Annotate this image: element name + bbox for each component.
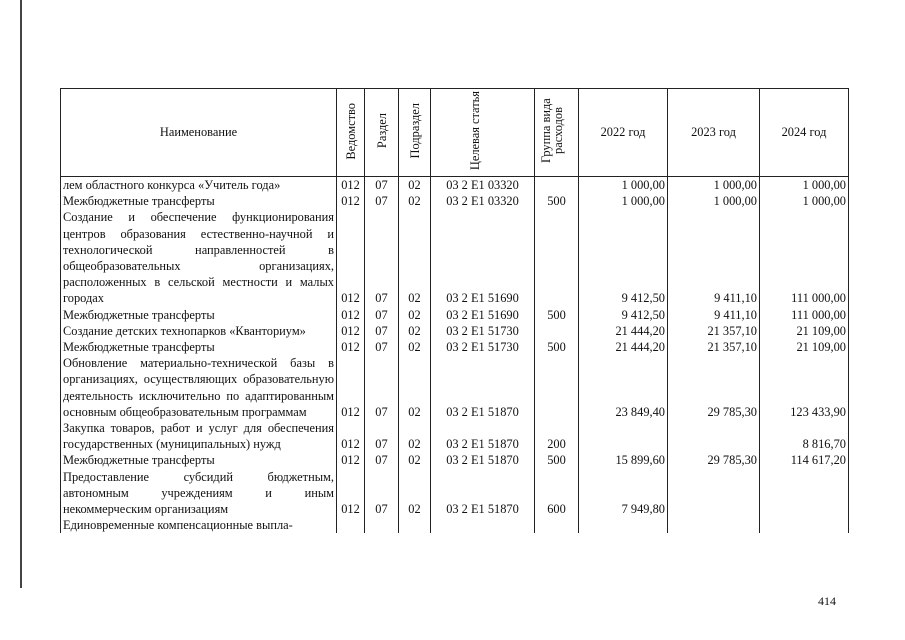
row-dept-cell: 012 xyxy=(337,177,365,194)
row-subsection-cell: 02 xyxy=(399,177,431,194)
row-2022-cell: 21 444,20 xyxy=(579,339,668,355)
row-dept-cell: 012 xyxy=(337,323,365,339)
row-name-cell: Межбюджетные трансферты xyxy=(61,307,337,323)
row-2022-cell: 21 444,20 xyxy=(579,323,668,339)
row-name-cell: Межбюджетные трансферты xyxy=(61,339,337,355)
row-target-cell: 03 2 E1 51690 xyxy=(431,307,535,323)
table-row xyxy=(61,452,849,468)
row-subsection-cell: 02 xyxy=(399,193,431,209)
row-dept-cell: 012 xyxy=(337,420,365,452)
row-section-cell: 07 xyxy=(365,452,399,468)
row-subsection-cell: 02 xyxy=(399,307,431,323)
row-name-cell: Закупка товаров, работ и услуг для обеспечения государственных (муниципальных) нужд xyxy=(61,420,337,452)
row-name-cell: Обновление материально-технической базы в организациях, осуществляющих образовательную деятельность исключительно по адаптированным основным общеобразовательным программам xyxy=(61,355,337,420)
row-2024-cell xyxy=(760,517,849,533)
header-name: Наименование xyxy=(61,89,337,177)
header-2024: 2024 год xyxy=(760,89,849,177)
row-name-cell: Межбюджетные трансферты xyxy=(61,193,337,209)
row-2022-cell: 1 000,00 xyxy=(579,177,668,194)
row-target-cell: 03 2 E1 03320 xyxy=(431,177,535,194)
table-row xyxy=(61,420,849,452)
scan-edge-line xyxy=(20,0,22,588)
row-group-cell xyxy=(535,517,579,533)
row-group-cell xyxy=(535,177,579,194)
row-target-cell xyxy=(431,517,535,533)
row-2022-cell: 23 849,40 xyxy=(579,355,668,420)
row-name-cell: Единовременные компенсационные выпла- xyxy=(61,517,337,533)
row-2024-cell: 1 000,00 xyxy=(760,177,849,194)
row-target-cell: 03 2 E1 51690 xyxy=(431,209,535,306)
row-section-cell: 07 xyxy=(365,355,399,420)
row-2024-cell: 21 109,00 xyxy=(760,339,849,355)
row-2022-cell xyxy=(579,517,668,533)
row-section-cell: 07 xyxy=(365,339,399,355)
row-name-cell: Предоставление субсидий бюджетным, автономным учреждениям и иным некоммерческим организациям xyxy=(61,469,337,518)
row-subsection-cell: 02 xyxy=(399,420,431,452)
row-group-cell: 500 xyxy=(535,452,579,468)
row-target-cell: 03 2 E1 51870 xyxy=(431,452,535,468)
table-row xyxy=(61,339,849,355)
row-subsection-cell: 02 xyxy=(399,469,431,518)
header-row xyxy=(61,89,849,177)
row-subsection-cell: 02 xyxy=(399,452,431,468)
row-2023-cell: 21 357,10 xyxy=(668,339,760,355)
row-subsection-cell xyxy=(399,517,431,533)
row-2022-cell: 15 899,60 xyxy=(579,452,668,468)
row-subsection-cell: 02 xyxy=(399,339,431,355)
row-target-cell: 03 2 E1 03320 xyxy=(431,193,535,209)
row-2024-cell: 123 433,90 xyxy=(760,355,849,420)
row-2024-cell: 111 000,00 xyxy=(760,307,849,323)
row-2022-cell: 9 412,50 xyxy=(579,307,668,323)
row-2023-cell: 21 357,10 xyxy=(668,323,760,339)
row-group-cell: 500 xyxy=(535,193,579,209)
row-target-cell: 03 2 E1 51730 xyxy=(431,323,535,339)
row-target-cell: 03 2 E1 51870 xyxy=(431,469,535,518)
row-dept-cell: 012 xyxy=(337,339,365,355)
header-exp-group: Группа вида расходов xyxy=(535,89,579,177)
row-section-cell: 07 xyxy=(365,323,399,339)
row-section-cell: 07 xyxy=(365,209,399,306)
row-2023-cell: 1 000,00 xyxy=(668,177,760,194)
row-name-cell: Создание и обеспечение функционирования центров образования естественно-научной и технологической направленностей в общеобразовательных организациях, расположенных в сельской местности и малых городах xyxy=(61,209,337,306)
header-dept: Ведомство xyxy=(337,89,365,177)
row-2022-cell: 1 000,00 xyxy=(579,193,668,209)
table-row xyxy=(61,517,849,533)
row-subsection-cell: 02 xyxy=(399,355,431,420)
row-2023-cell: 9 411,10 xyxy=(668,209,760,306)
row-section-cell: 07 xyxy=(365,193,399,209)
row-section-cell: 07 xyxy=(365,307,399,323)
table-row xyxy=(61,209,849,306)
row-group-cell xyxy=(535,323,579,339)
table-row xyxy=(61,177,849,194)
table-body xyxy=(61,177,849,534)
row-dept-cell: 012 xyxy=(337,355,365,420)
header-2022: 2022 год xyxy=(579,89,668,177)
row-dept-cell: 012 xyxy=(337,209,365,306)
row-2023-cell: 1 000,00 xyxy=(668,193,760,209)
row-2023-cell xyxy=(668,420,760,452)
table-row xyxy=(61,307,849,323)
row-dept-cell: 012 xyxy=(337,469,365,518)
row-2022-cell xyxy=(579,420,668,452)
row-name-cell: Создание детских технопарков «Кванториум» xyxy=(61,323,337,339)
row-2023-cell xyxy=(668,469,760,518)
row-dept-cell: 012 xyxy=(337,193,365,209)
table-row xyxy=(61,469,849,518)
row-2024-cell: 21 109,00 xyxy=(760,323,849,339)
header-target: Целевая статья xyxy=(431,89,535,177)
table-row xyxy=(61,323,849,339)
row-2024-cell: 114 617,20 xyxy=(760,452,849,468)
row-subsection-cell: 02 xyxy=(399,209,431,306)
header-section: Раздел xyxy=(365,89,399,177)
header-2023: 2023 год xyxy=(668,89,760,177)
row-2022-cell: 7 949,80 xyxy=(579,469,668,518)
row-2024-cell: 111 000,00 xyxy=(760,209,849,306)
row-group-cell: 600 xyxy=(535,469,579,518)
row-2024-cell: 8 816,70 xyxy=(760,420,849,452)
row-section-cell: 07 xyxy=(365,469,399,518)
row-group-cell: 200 xyxy=(535,420,579,452)
table-row xyxy=(61,193,849,209)
row-dept-cell: 012 xyxy=(337,452,365,468)
row-2023-cell xyxy=(668,517,760,533)
row-section-cell xyxy=(365,517,399,533)
row-subsection-cell: 02 xyxy=(399,323,431,339)
budget-table xyxy=(60,88,849,533)
row-group-cell xyxy=(535,355,579,420)
row-group-cell xyxy=(535,209,579,306)
page-number: 414 xyxy=(818,594,836,608)
row-section-cell: 07 xyxy=(365,177,399,194)
row-2023-cell: 29 785,30 xyxy=(668,452,760,468)
row-2024-cell xyxy=(760,469,849,518)
row-dept-cell: 012 xyxy=(337,307,365,323)
row-target-cell: 03 2 E1 51870 xyxy=(431,420,535,452)
header-subsection: Подраздел xyxy=(399,89,431,177)
row-dept-cell xyxy=(337,517,365,533)
row-2023-cell: 9 411,10 xyxy=(668,307,760,323)
row-section-cell: 07 xyxy=(365,420,399,452)
row-2022-cell: 9 412,50 xyxy=(579,209,668,306)
row-2024-cell: 1 000,00 xyxy=(760,193,849,209)
row-group-cell: 500 xyxy=(535,307,579,323)
row-name-cell: лем областного конкурса «Учитель года» xyxy=(61,177,337,194)
table-row xyxy=(61,355,849,420)
row-target-cell: 03 2 E1 51870 xyxy=(431,355,535,420)
row-2023-cell: 29 785,30 xyxy=(668,355,760,420)
row-target-cell: 03 2 E1 51730 xyxy=(431,339,535,355)
row-name-cell: Межбюджетные трансферты xyxy=(61,452,337,468)
row-group-cell: 500 xyxy=(535,339,579,355)
